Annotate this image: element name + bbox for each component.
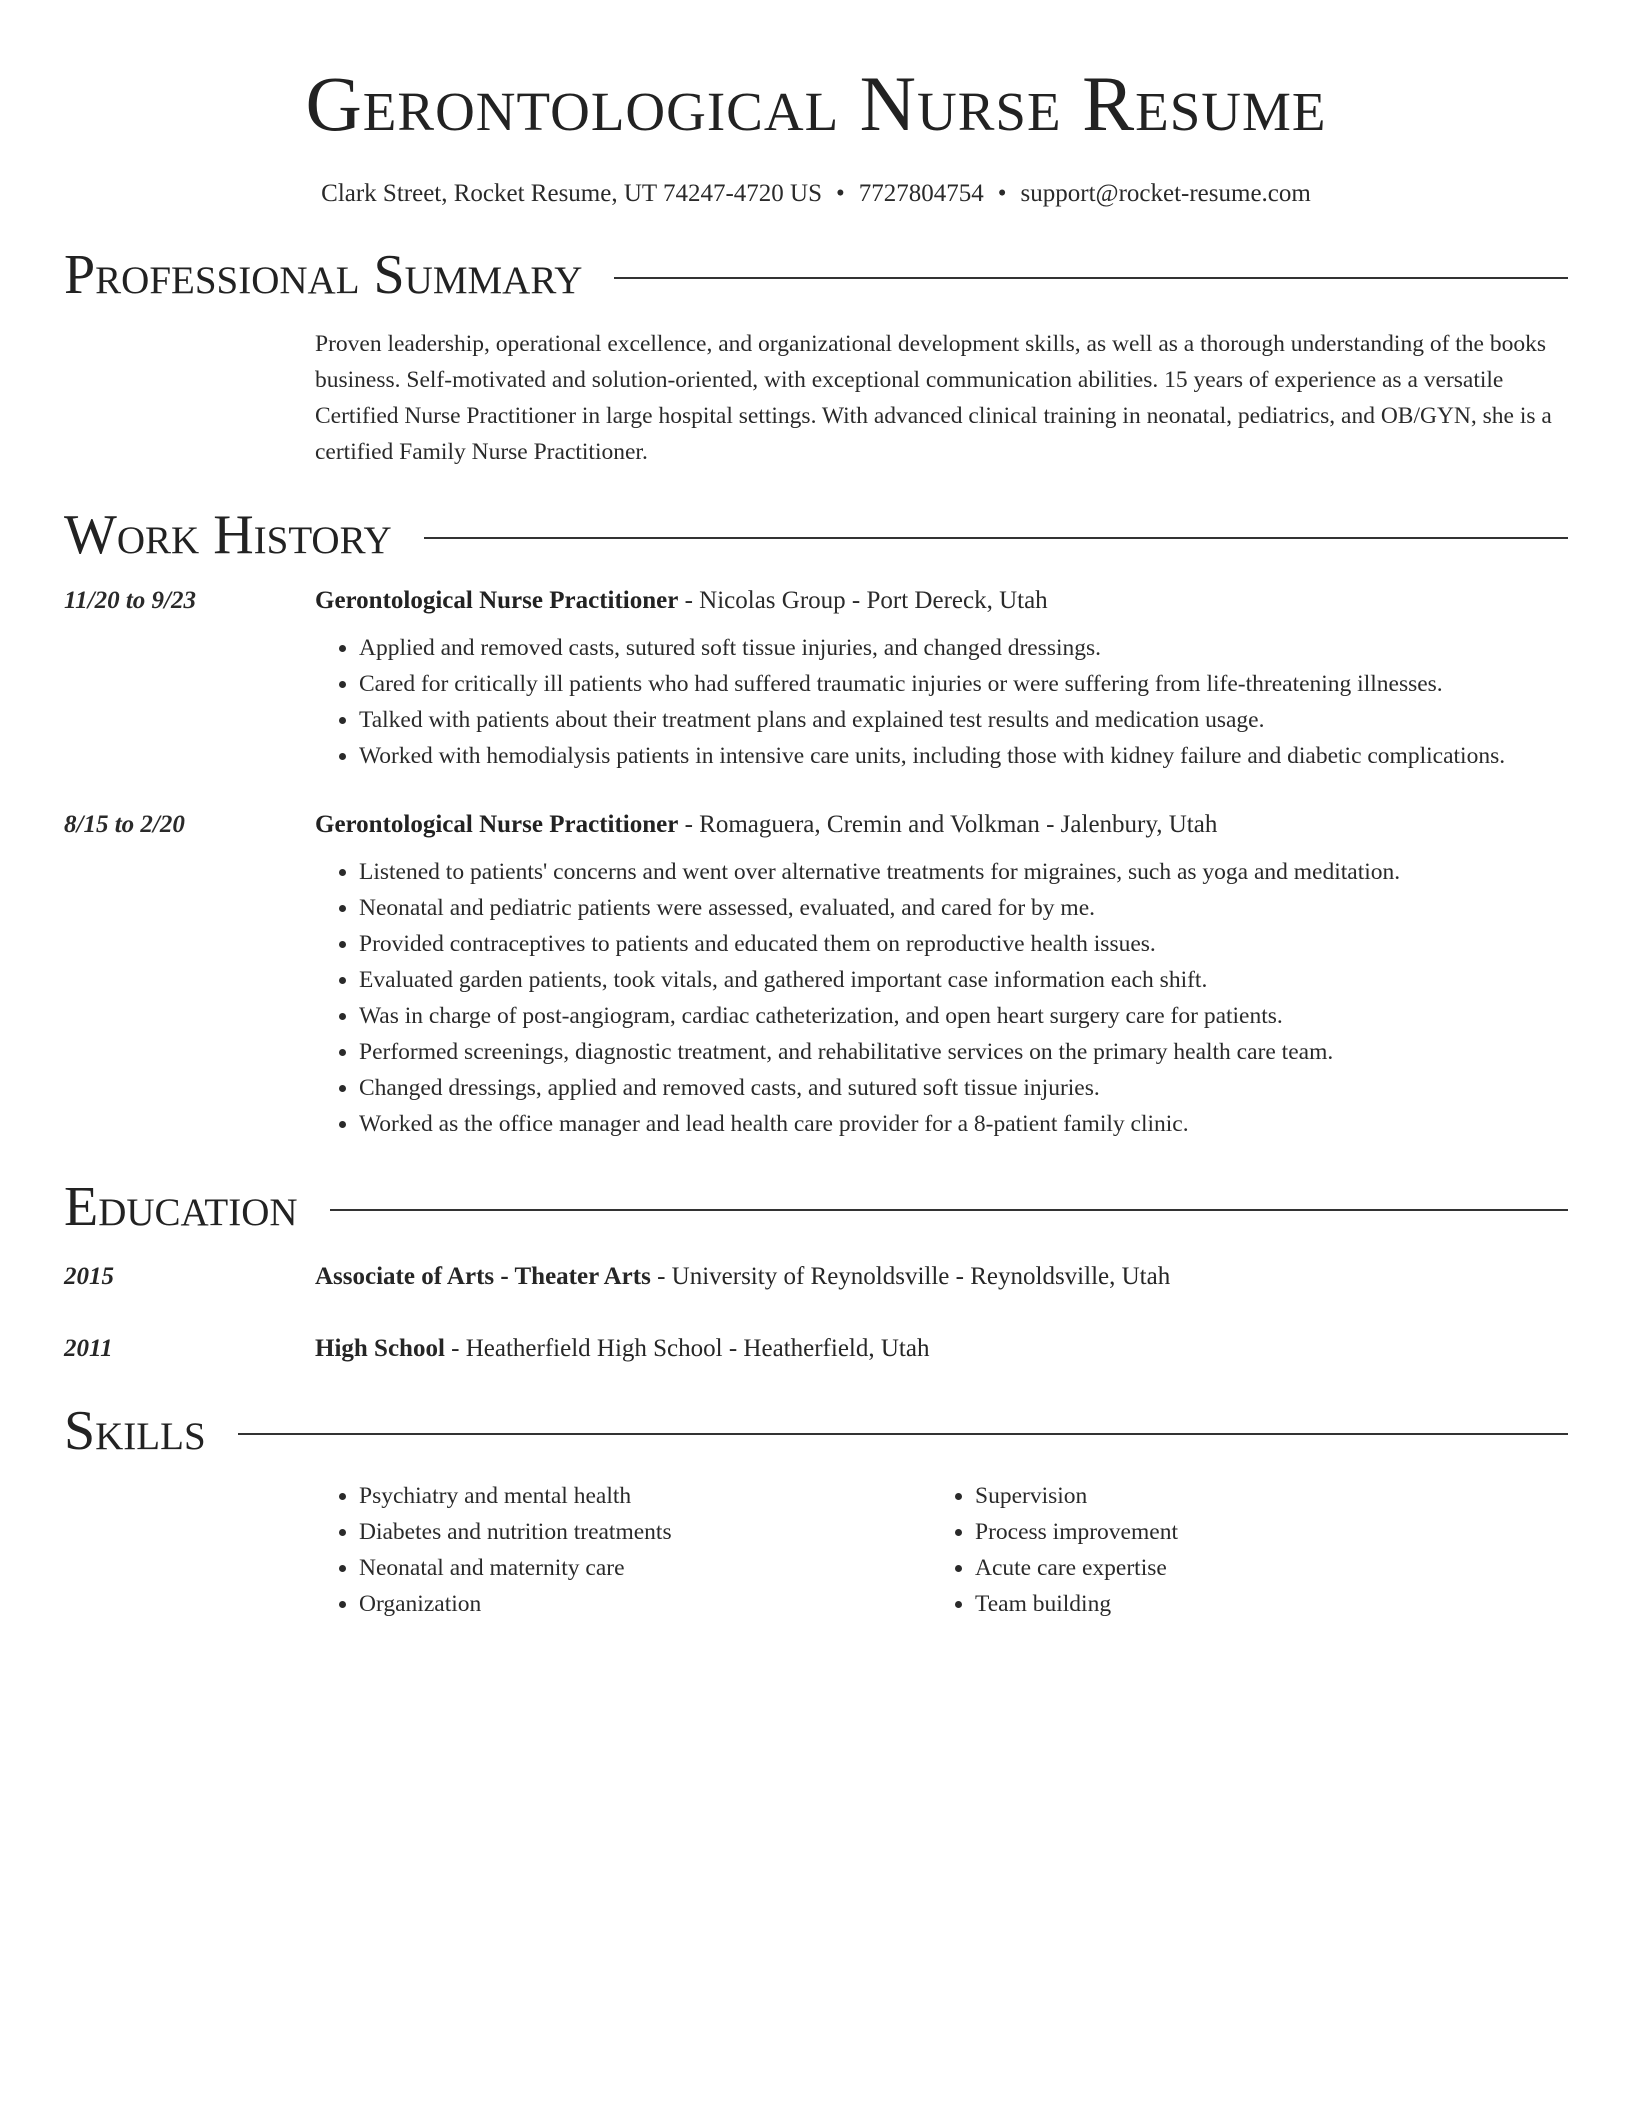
education-entry: [64, 1260, 1568, 1294]
education-year: 2011: [64, 1335, 113, 1362]
skill-item: • Team building: [975, 1586, 1547, 1622]
section-title-work: Work History: [64, 504, 392, 566]
job-body: [315, 584, 1568, 774]
skills-grid: [315, 1478, 1568, 1622]
job-bullet: • Listened to patients' concerns and went over alternative treatments for migraines, such as yoga and meditation.: [359, 854, 1568, 890]
skill-item: • Diabetes and nutrition treatments: [359, 1514, 931, 1550]
job-dates: 8/15 to 2/20: [64, 811, 185, 838]
job-entry: [64, 808, 1568, 1142]
section-header-skills: [64, 1400, 1568, 1462]
job-bullet: • Neonatal and pediatric patients were assessed, evaluated, and cared for by me.: [359, 890, 1568, 926]
section-divider: [238, 1433, 1568, 1435]
job-bullet: • Talked with patients about their treatment plans and explained test results and medication usage.: [359, 702, 1568, 738]
job-body: [315, 808, 1568, 1142]
job-bullet-list: [315, 854, 1568, 1142]
education-heading: [315, 1332, 929, 1366]
education-details: - Heatherfield High School - Heatherfield, Utah: [444, 1335, 930, 1362]
section-header-education: [64, 1176, 1568, 1238]
job-entry: [64, 584, 1568, 774]
job-heading: [315, 808, 1568, 842]
contact-line: [64, 178, 1568, 210]
section-divider: [424, 537, 1568, 539]
summary-text: Proven leadership, operational excellence, and organizational development skills, as well as a thorough understanding of the books business. Self-motivated and solution-oriented, with exceptional communication abilities. 15 years of experience as a versatile Certified Nurse Practitioner in large hospital settings. With advanced clinical training in neonatal, pediatrics, and OB/GYN, she is a certified Family Nurse Practitioner.: [315, 331, 1552, 465]
job-bullet: • Performed screenings, diagnostic treatment, and rehabilitative services on the primary health care team.: [359, 1034, 1568, 1070]
job-bullet: • Was in charge of post-angiogram, cardiac catheterization, and open heart surgery care for patients.: [359, 998, 1568, 1034]
resume-title: Gerontological Nurse Resume: [305, 60, 1327, 147]
education-degree: Associate of Arts - Theater Arts: [315, 1263, 651, 1290]
section-header-work: [64, 504, 1568, 566]
job-bullet: • Provided contraceptives to patients and educated them on reproductive health issues.: [359, 926, 1568, 962]
contact-address: Clark Street, Rocket Resume, UT 74247-4720 US: [321, 180, 823, 207]
skills-column-right: [931, 1478, 1547, 1622]
job-title: Gerontological Nurse Practitioner: [315, 811, 679, 838]
education-heading: [315, 1260, 1170, 1294]
education-degree: High School: [315, 1335, 445, 1362]
job-dates: 11/20 to 9/23: [64, 587, 196, 614]
job-heading: [315, 584, 1568, 618]
skill-item: • Neonatal and maternity care: [359, 1550, 931, 1586]
job-bullet: • Applied and removed casts, sutured soft tissue injuries, and changed dressings.: [359, 630, 1568, 666]
job-title: Gerontological Nurse Practitioner: [315, 587, 679, 614]
job-details: - Nicolas Group - Port Dereck, Utah: [678, 587, 1048, 614]
contact-email: support@rocket-resume.com: [1020, 180, 1311, 207]
skill-item: • Psychiatry and mental health: [359, 1478, 931, 1514]
section-title-summary: Professional Summary: [64, 244, 583, 306]
skill-item: • Supervision: [975, 1478, 1547, 1514]
section-title-skills: Skills: [64, 1400, 206, 1462]
skill-item: • Organization: [359, 1586, 931, 1622]
job-bullet: • Cared for critically ill patients who had suffered traumatic injuries or were suffering from life-threatening illnesses.: [359, 666, 1568, 702]
section-title-education: Education: [64, 1176, 298, 1238]
section-header-summary: [64, 244, 1568, 306]
education-year: 2015: [64, 1263, 114, 1290]
contact-separator: •: [836, 180, 845, 207]
job-bullet: • Evaluated garden patients, took vitals, and gathered important case information each shift.: [359, 962, 1568, 998]
section-divider: [330, 1209, 1568, 1211]
job-bullet-list: [315, 630, 1568, 774]
job-bullet: • Changed dressings, applied and removed casts, and sutured soft tissue injuries.: [359, 1070, 1568, 1106]
job-bullet: • Worked as the office manager and lead health care provider for a 8-patient family clinic.: [359, 1106, 1568, 1142]
job-details: - Romaguera, Cremin and Volkman - Jalenbury, Utah: [678, 811, 1218, 838]
contact-separator: •: [997, 180, 1007, 207]
education-entry: [64, 1332, 1568, 1366]
contact-phone: 7727804754: [858, 180, 984, 207]
job-bullet: • Worked with hemodialysis patients in intensive care units, including those with kidney failure and diabetic complications.: [359, 738, 1568, 774]
skill-item: • Process improvement: [975, 1514, 1547, 1550]
skills-column-left: [315, 1478, 931, 1622]
section-divider: [614, 277, 1568, 279]
skill-item: • Acute care expertise: [975, 1550, 1547, 1586]
education-details: - University of Reynoldsville - Reynoldsville, Utah: [650, 1263, 1171, 1290]
